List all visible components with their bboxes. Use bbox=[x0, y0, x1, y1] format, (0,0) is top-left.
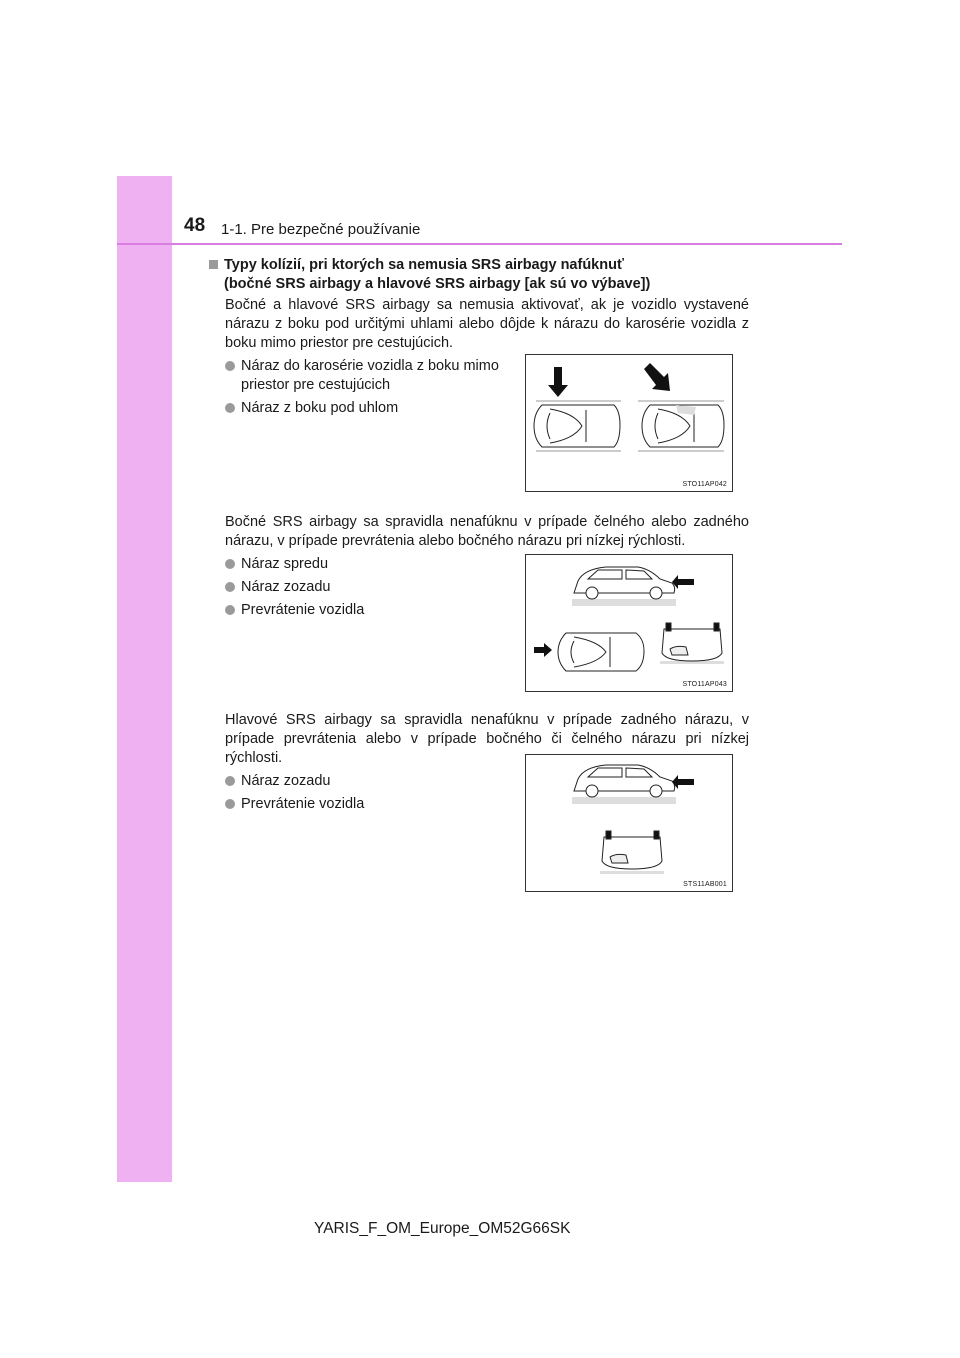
header-rule bbox=[117, 243, 842, 245]
list-item: Náraz z boku pod uhlom bbox=[225, 399, 509, 418]
car-rollover-icon bbox=[600, 831, 664, 874]
list-item: Prevrátenie vozidla bbox=[225, 601, 749, 620]
arrow-down-icon bbox=[548, 367, 568, 397]
arrow-diagonal-icon bbox=[644, 363, 670, 391]
square-bullet-icon bbox=[209, 260, 218, 269]
paragraph-1: Bočné a hlavové SRS airbagy sa nemusia aktivovať, ak je vozidlo vystavené nárazu z boku pod určitými uhlami alebo dôjde k nárazu do karosérie vozidla z boku mimo priestor pre cestujúcich. bbox=[225, 297, 749, 351]
rear-rollover-illustration bbox=[526, 755, 732, 891]
heading-line-1: Typy kolízií, pri ktorých sa nemusia SRS airbagy nafúknuť bbox=[224, 257, 624, 273]
bullet-icon bbox=[225, 799, 235, 809]
figure-code: STO11AP042 bbox=[682, 481, 727, 488]
bullet-icon bbox=[225, 403, 235, 413]
section-title: 1-1. Pre bezpečné používanie bbox=[221, 221, 421, 238]
arrow-left-icon bbox=[672, 773, 694, 791]
footer-doc-code: YARIS_F_OM_Europe_OM52G66SK bbox=[314, 1220, 571, 1237]
paragraph-3: Hlavové SRS airbagy sa spravidla nenafúknu v prípade zadného nárazu, v prípade prevrátenia alebo v prípade bočného či čelného nárazu pri nízkej rýchlosti. bbox=[225, 712, 749, 766]
page-sidebar-tab bbox=[117, 176, 172, 1182]
figure-side-impact bbox=[525, 354, 733, 492]
side-impact-illustration bbox=[526, 355, 732, 491]
section-heading bbox=[209, 256, 749, 294]
paragraph-2: Bočné SRS airbagy sa spravidla nenafúknu v prípade čelného alebo zadného nárazu, v prípade prevrátenia alebo bočného nárazu pri nízkej rýchlosti. bbox=[225, 514, 749, 549]
list-item: Prevrátenie vozidla bbox=[225, 795, 749, 814]
arrow-left-icon bbox=[672, 573, 694, 591]
list-item: Náraz do karosérie vozidla z boku mimo priestor pre cestujúcich bbox=[225, 357, 509, 395]
list-item: Náraz zozadu bbox=[225, 578, 749, 597]
bullet-icon bbox=[225, 361, 235, 371]
car-top-view-icon bbox=[638, 401, 724, 451]
arrow-right-icon bbox=[534, 643, 552, 657]
car-side-view-icon bbox=[572, 567, 676, 606]
figure-code: STO11AP043 bbox=[682, 681, 727, 688]
front-rear-rollover-illustration bbox=[526, 555, 732, 691]
figure-rear-rollover bbox=[525, 754, 733, 892]
car-side-view-icon bbox=[572, 765, 676, 804]
car-top-view-icon bbox=[558, 633, 644, 671]
page-content bbox=[209, 256, 749, 814]
bullet-icon bbox=[225, 605, 235, 615]
bullet-icon bbox=[225, 559, 235, 569]
list-item: Náraz zozadu bbox=[225, 772, 749, 791]
bullet-icon bbox=[225, 776, 235, 786]
car-top-view-icon bbox=[534, 401, 621, 451]
car-rollover-icon bbox=[660, 623, 724, 664]
page-number: 48 bbox=[184, 215, 206, 236]
figure-front-rear-rollover bbox=[525, 554, 733, 692]
figure-code: STS11AB001 bbox=[683, 881, 727, 888]
list-item: Náraz spredu bbox=[225, 555, 749, 574]
bullet-icon bbox=[225, 582, 235, 592]
heading-line-2: (bočné SRS airbagy a hlavové SRS airbagy [ak sú vo výbave]) bbox=[224, 276, 651, 292]
